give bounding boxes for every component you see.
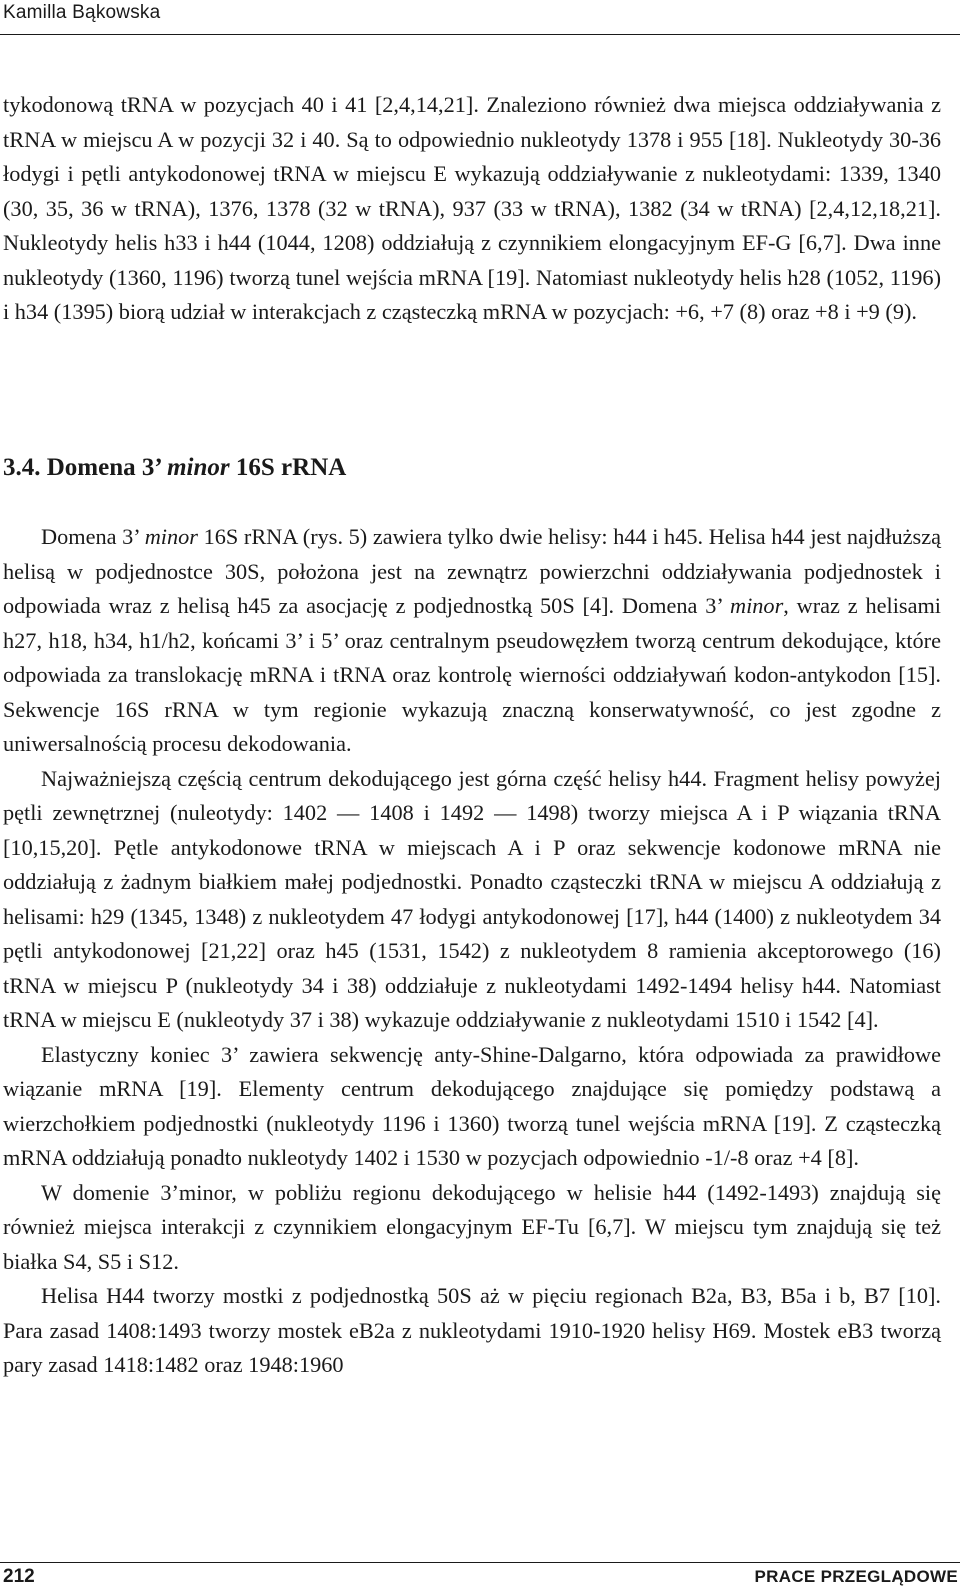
paragraph-5: Helisa H44 tworzy mostki z podjednostką 50S aż w pięciu regionach B2a, B3, B5a i b, B7 [10]. Para zasad 1408:1493 tworzy mostek eB2a z nukleotydami 1910-1920 helisy H69. Mostek eB3 tworzą pary zasad 1418:1482 oraz 1948:1960 bbox=[3, 1283, 941, 1377]
paragraph-1-italic1: minor bbox=[144, 524, 198, 549]
section-number: 3.4. bbox=[3, 454, 41, 481]
running-head-author: Kamilla Bąkowska bbox=[3, 2, 161, 23]
paragraph-1-part2: 16S rRNA (rys. 5) zawiera tylko dwie helisy: h44 i h45. Helisa h44 jest najdłuższą helisą w podjednostce 30S, położona jest na zewnątrz powierzchni oddziaływania podjednostek i odpowiada wraz z helisą h45 za asocjację z podjednostką 50S [4]. Domena 3’ bbox=[3, 524, 941, 618]
body-text-top bbox=[3, 88, 941, 330]
section-title-end: 16S rRNA bbox=[235, 454, 347, 481]
journal-name: PRACE PRZEGLĄDOWE bbox=[754, 1567, 958, 1586]
header-rule bbox=[0, 34, 960, 35]
paragraph-continued: tykodonową tRNA w pozycjach 40 i 41 [2,4,14,21]. Znaleziono również dwa miejsca oddziaływania z tRNA w miejscu A w pozycji 32 i 40. Są to odpowiednio nukleotydy 1378 i 955 [18]. Nukleotydy 30-36 łodygi i pętli antykodonowej tRNA w miejscu E wykazują oddziaływanie z nukleotydami: 1339, 1340 (30, 35, 36 w tRNA), 1376, 1378 (32 w tRNA), 937 (33 w tRNA), 1382 (34 w tRNA) [2,4,12,18,21]. Nukleotydy helis h33 i h44 (1044, 1208) oddziałują z czynnikiem elongacyjnym EF-G [6,7]. Dwa inne nukleotydy (1360, 1196) tworzą tunel wejścia mRNA [19]. Natomiast nukleotydy helis h28 (1052, 1196) i h34 (1395) biorą udział w interakcjach z cząsteczką mRNA w pozycjach: +6, +7 (8) oraz +8 i +9 (9). bbox=[3, 92, 941, 324]
footer-rule bbox=[0, 1562, 960, 1563]
paragraph-3: Elastyczny koniec 3’ zawiera sekwencję anty-Shine-Dalgarno, która odpowiada za prawidłowe wiązanie mRNA [19]. Elementy centrum dekodującego znajdujące się pomiędzy podstawą a wierzchołkiem podjednostki (nukleotydy 1196 i 1360) tworzą tunel wejścia mRNA [19]. Z cząsteczką mRNA oddziałują ponadto nukleotydy 1402 i 1530 w pozycjach odpowiednio -1/-8 oraz +4 [8]. bbox=[3, 1041, 941, 1170]
section-title-italic: minor bbox=[167, 454, 230, 481]
section-heading bbox=[3, 454, 346, 482]
paragraph-1 bbox=[3, 520, 941, 762]
page-number: 212 bbox=[3, 1566, 35, 1587]
section-title-start: Domena 3’ bbox=[46, 454, 161, 481]
paragraph-2: Najważniejszą częścią centrum dekodującego jest górna część helisy h44. Fragment helisy powyżej pętli zewnętrznej (nuleotydy: 1402 — 1408 i 1492 — 1498) tworzy miejsca A i P wiązania tRNA [10,15,20]. Pętle antykodonowe tRNA w miejscach A i P oraz sekwencje kodonowe mRNA nie oddziałują z żadnym białkiem małej podjednostki. Ponadto cząsteczki tRNA w miejscu A oddziałują z helisami: h29 (1345, 1348) z nukleotydem 47 łodygi antykodonowej [17], h44 (1400) z nukleotydem 34 pętli antykodonowej [21,22] oraz h45 (1531, 1542) z nukleotydem 8 ramienia akceptorowego (16) tRNA w miejscu P (nukleotydy 34 i 38) oddziałuje z nukleotydami 1492-1494 helisy h44. Natomiast tRNA w miejscu E (nukleotydy 37 i 38) wykazuje oddziaływanie z nukleotydami 1510 i 1542 [4]. bbox=[3, 765, 941, 1032]
paragraph-4: W domenie 3’minor, w pobliżu regionu dekodującego w helisie h44 (1492-1493) znajdują się również miejsca interakcji z czynnikiem elongacyjnym EF-Tu [6,7]. W miejscu tym znajdują się też białka S4, S5 i S12. bbox=[3, 1179, 941, 1274]
body-text-main bbox=[3, 520, 941, 1383]
paragraph-1-part1: Domena 3’ bbox=[41, 524, 145, 549]
paragraph-1-part3: , wraz z helisami h27, h18, h34, h1/h2, końcami 3’ i 5’ oraz centralnym pseudowęzłem tworzą centrum dekodujące, które odpowiada za translokację mRNA i tRNA oraz kontrolę wierności oddziaływań kodon-antykodon [15]. Sekwencje 16S rRNA w tym regionie wykazują znaczną konserwatywność, co jest zgodne z uniwersalnością procesu dekodowania. bbox=[3, 593, 941, 756]
paragraph-1-italic2: minor bbox=[729, 593, 784, 618]
